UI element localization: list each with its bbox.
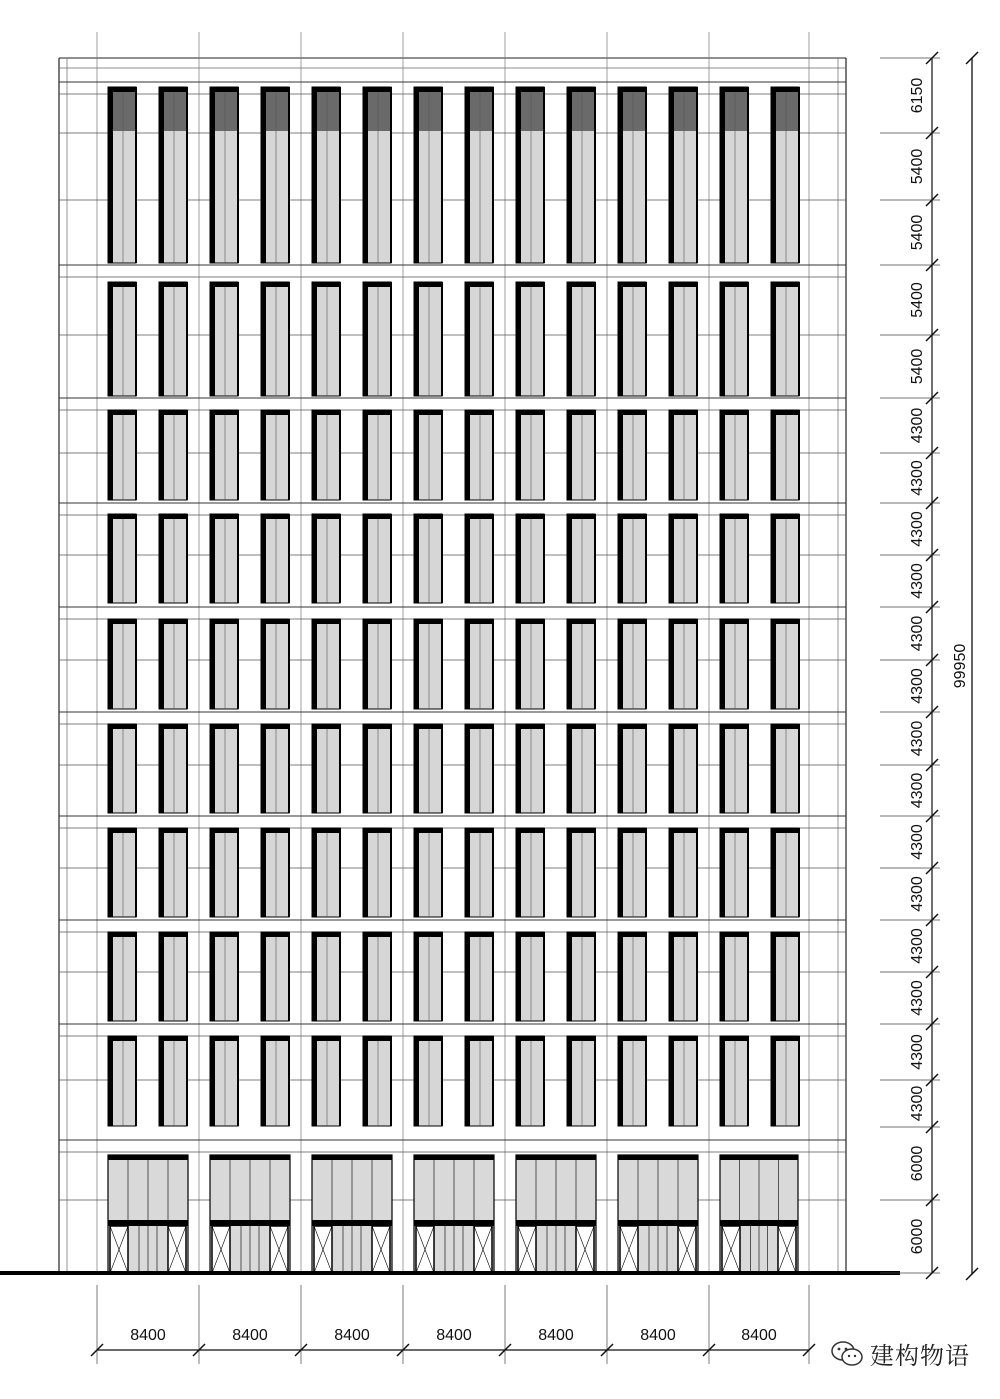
window-jamb — [261, 282, 266, 396]
vertical-dimension-label: 4300 — [909, 1085, 926, 1122]
window-jamb — [465, 619, 470, 709]
horizontal-dimension-label: 8400 — [538, 1327, 574, 1344]
horizontal-dimension-label: 8400 — [334, 1327, 370, 1344]
vertical-dimension-label: 6000 — [909, 1218, 926, 1255]
horizontal-dimension-label: 8400 — [436, 1327, 472, 1344]
window-jamb — [414, 514, 419, 603]
window-jamb — [108, 828, 113, 917]
window-jamb — [465, 282, 470, 396]
watermark-text: 建构物语 — [870, 1342, 970, 1370]
vertical-dimension-label: 6000 — [909, 1145, 926, 1182]
window-jamb — [567, 410, 572, 500]
window-jamb — [771, 410, 776, 500]
window-jamb — [669, 932, 674, 1021]
window-jamb — [618, 87, 623, 263]
window-jamb — [108, 410, 113, 500]
window-jamb — [771, 87, 776, 263]
vertical-dimension-label: 4300 — [909, 407, 926, 444]
window-jamb — [771, 514, 776, 603]
vertical-dimension-label: 4300 — [909, 563, 926, 599]
window-jamb — [159, 410, 164, 500]
window-jamb — [516, 724, 521, 813]
vertical-dimension-label: 4300 — [909, 720, 926, 757]
horizontal-dimension-label: 8400 — [741, 1327, 777, 1344]
window-jamb — [312, 282, 317, 396]
vertical-dimension-label: 5400 — [909, 148, 926, 185]
window-jamb — [108, 1036, 113, 1126]
storefront-head — [108, 1155, 188, 1160]
window-jamb — [261, 1036, 266, 1126]
window-jamb — [567, 1036, 572, 1126]
window-jamb — [669, 87, 674, 263]
window-jamb — [567, 619, 572, 709]
window-jamb — [516, 1036, 521, 1126]
window-jamb — [414, 87, 419, 263]
window-jamb — [159, 87, 164, 263]
window-jamb — [465, 87, 470, 263]
vertical-dimension-chain — [880, 52, 940, 1279]
window-jamb — [720, 724, 725, 813]
window-jamb — [210, 932, 215, 1021]
window-jamb — [669, 1036, 674, 1126]
storefront-transom — [720, 1220, 798, 1226]
window-jamb — [414, 282, 419, 396]
window-jamb — [669, 619, 674, 709]
vertical-dimension-label: 6150 — [909, 77, 926, 114]
window-jamb — [210, 514, 215, 603]
window-jamb — [516, 514, 521, 603]
window-jamb — [363, 1036, 368, 1126]
vertical-dimension-label: 4300 — [909, 615, 926, 652]
window-jamb — [261, 514, 266, 603]
window-jamb — [618, 932, 623, 1021]
total-height-dimension — [952, 52, 978, 1280]
window-jamb — [312, 514, 317, 603]
window-jamb — [618, 282, 623, 396]
window-jamb — [567, 87, 572, 263]
vertical-dimension-label: 5400 — [909, 282, 926, 318]
window-jamb — [159, 514, 164, 603]
window-jamb — [465, 932, 470, 1021]
watermark — [830, 1336, 970, 1371]
window-jamb — [261, 932, 266, 1021]
vertical-dimension-label: 4300 — [909, 928, 926, 964]
horizontal-dimension-label: 8400 — [640, 1327, 676, 1344]
vertical-dimension-label: 4300 — [909, 668, 926, 704]
window-jamb — [567, 932, 572, 1021]
window-jamb — [516, 932, 521, 1021]
vertical-dimension-label: 4300 — [909, 876, 926, 912]
window-jamb — [312, 87, 317, 263]
window-jamb — [771, 282, 776, 396]
storefront-transom — [108, 1220, 188, 1226]
window-jamb — [465, 410, 470, 500]
window-jamb — [108, 514, 113, 603]
window-jamb — [363, 410, 368, 500]
window-jamb — [210, 87, 215, 263]
window-jamb — [414, 619, 419, 709]
window-jamb — [108, 87, 113, 263]
window-jamb — [363, 514, 368, 603]
window-jamb — [363, 282, 368, 396]
window-jamb — [414, 932, 419, 1021]
window-jamb — [720, 932, 725, 1021]
window-jamb — [516, 619, 521, 709]
storefront-head — [210, 1155, 290, 1160]
window-jamb — [312, 724, 317, 813]
chat-bubble-icon — [830, 1339, 864, 1369]
vertical-dimension-label: 5400 — [909, 348, 926, 385]
window-jamb — [720, 410, 725, 500]
window-jamb — [771, 932, 776, 1021]
window-jamb — [618, 514, 623, 603]
window-jamb — [567, 282, 572, 396]
window-jamb — [465, 828, 470, 917]
vertical-dimension-label: 4300 — [909, 772, 926, 809]
horizontal-dimension-label: 8400 — [130, 1327, 166, 1344]
storefront-head — [414, 1155, 494, 1160]
vertical-dimension-label: 4300 — [909, 1034, 926, 1070]
window-jamb — [567, 828, 572, 917]
window-jamb — [159, 724, 164, 813]
window-jamb — [108, 932, 113, 1021]
window-jamb — [363, 828, 368, 917]
window-jamb — [414, 724, 419, 813]
window-jamb — [669, 282, 674, 396]
window-jamb — [567, 724, 572, 813]
window-jamb — [771, 724, 776, 813]
window-jamb — [159, 619, 164, 709]
window-jamb — [363, 932, 368, 1021]
storefront-head — [720, 1155, 798, 1160]
window-jamb — [720, 619, 725, 709]
storefront-head — [312, 1155, 392, 1160]
window-jamb — [465, 514, 470, 603]
facade — [0, 32, 900, 1273]
window-jamb — [261, 828, 266, 917]
window-jamb — [363, 619, 368, 709]
storefront-transom — [414, 1220, 494, 1226]
window-jamb — [414, 1036, 419, 1126]
vertical-dimension-label: 4300 — [909, 980, 926, 1016]
window-jamb — [720, 828, 725, 917]
window-jamb — [465, 1036, 470, 1126]
window-jamb — [210, 1036, 215, 1126]
vertical-dimension-label: 4300 — [909, 824, 926, 860]
window-jamb — [363, 87, 368, 263]
window-jamb — [771, 619, 776, 709]
storefront-transom — [210, 1220, 290, 1226]
storefront-transom — [312, 1220, 392, 1226]
window-jamb — [159, 1036, 164, 1126]
window-jamb — [516, 87, 521, 263]
window-jamb — [210, 619, 215, 709]
window-jamb — [312, 828, 317, 917]
vertical-dimension-label: 4300 — [909, 460, 926, 496]
window-jamb — [414, 410, 419, 500]
total-height-label: 99950 — [952, 643, 969, 689]
window-jamb — [108, 282, 113, 396]
window-jamb — [312, 1036, 317, 1126]
window-jamb — [210, 410, 215, 500]
window-jamb — [516, 282, 521, 396]
window-jamb — [261, 410, 266, 500]
window-jamb — [618, 724, 623, 813]
window-jamb — [669, 724, 674, 813]
horizontal-dimension-label: 8400 — [232, 1327, 268, 1344]
window-jamb — [720, 87, 725, 263]
window-jamb — [414, 828, 419, 917]
window-jamb — [210, 724, 215, 813]
window-jamb — [312, 410, 317, 500]
window-jamb — [567, 514, 572, 603]
window-jamb — [618, 828, 623, 917]
window-jamb — [108, 724, 113, 813]
window-jamb — [312, 932, 317, 1021]
window-jamb — [159, 828, 164, 917]
window-jamb — [261, 87, 266, 263]
window-jamb — [720, 282, 725, 396]
window-jamb — [465, 724, 470, 813]
window-jamb — [261, 724, 266, 813]
storefront-transom — [618, 1220, 698, 1226]
vertical-dimension-label: 5400 — [909, 214, 926, 251]
window-jamb — [618, 619, 623, 709]
window-jamb — [312, 619, 317, 709]
window-jamb — [771, 828, 776, 917]
window-jamb — [261, 619, 266, 709]
window-jamb — [720, 514, 725, 603]
storefront-transom — [516, 1220, 596, 1226]
window-jamb — [618, 410, 623, 500]
window-jamb — [516, 410, 521, 500]
window-jamb — [669, 410, 674, 500]
window-jamb — [108, 619, 113, 709]
window-jamb — [363, 724, 368, 813]
window-jamb — [720, 1036, 725, 1126]
window-jamb — [669, 828, 674, 917]
window-jamb — [210, 828, 215, 917]
storefront-head — [516, 1155, 596, 1160]
storefront-head — [618, 1155, 698, 1160]
window-jamb — [516, 828, 521, 917]
vertical-dimension-label: 4300 — [909, 511, 926, 547]
window-jamb — [771, 1036, 776, 1126]
window-jamb — [210, 282, 215, 396]
window-jamb — [159, 282, 164, 396]
window-jamb — [618, 1036, 623, 1126]
horizontal-dimension-chain — [91, 1285, 815, 1364]
window-jamb — [159, 932, 164, 1021]
window-jamb — [669, 514, 674, 603]
